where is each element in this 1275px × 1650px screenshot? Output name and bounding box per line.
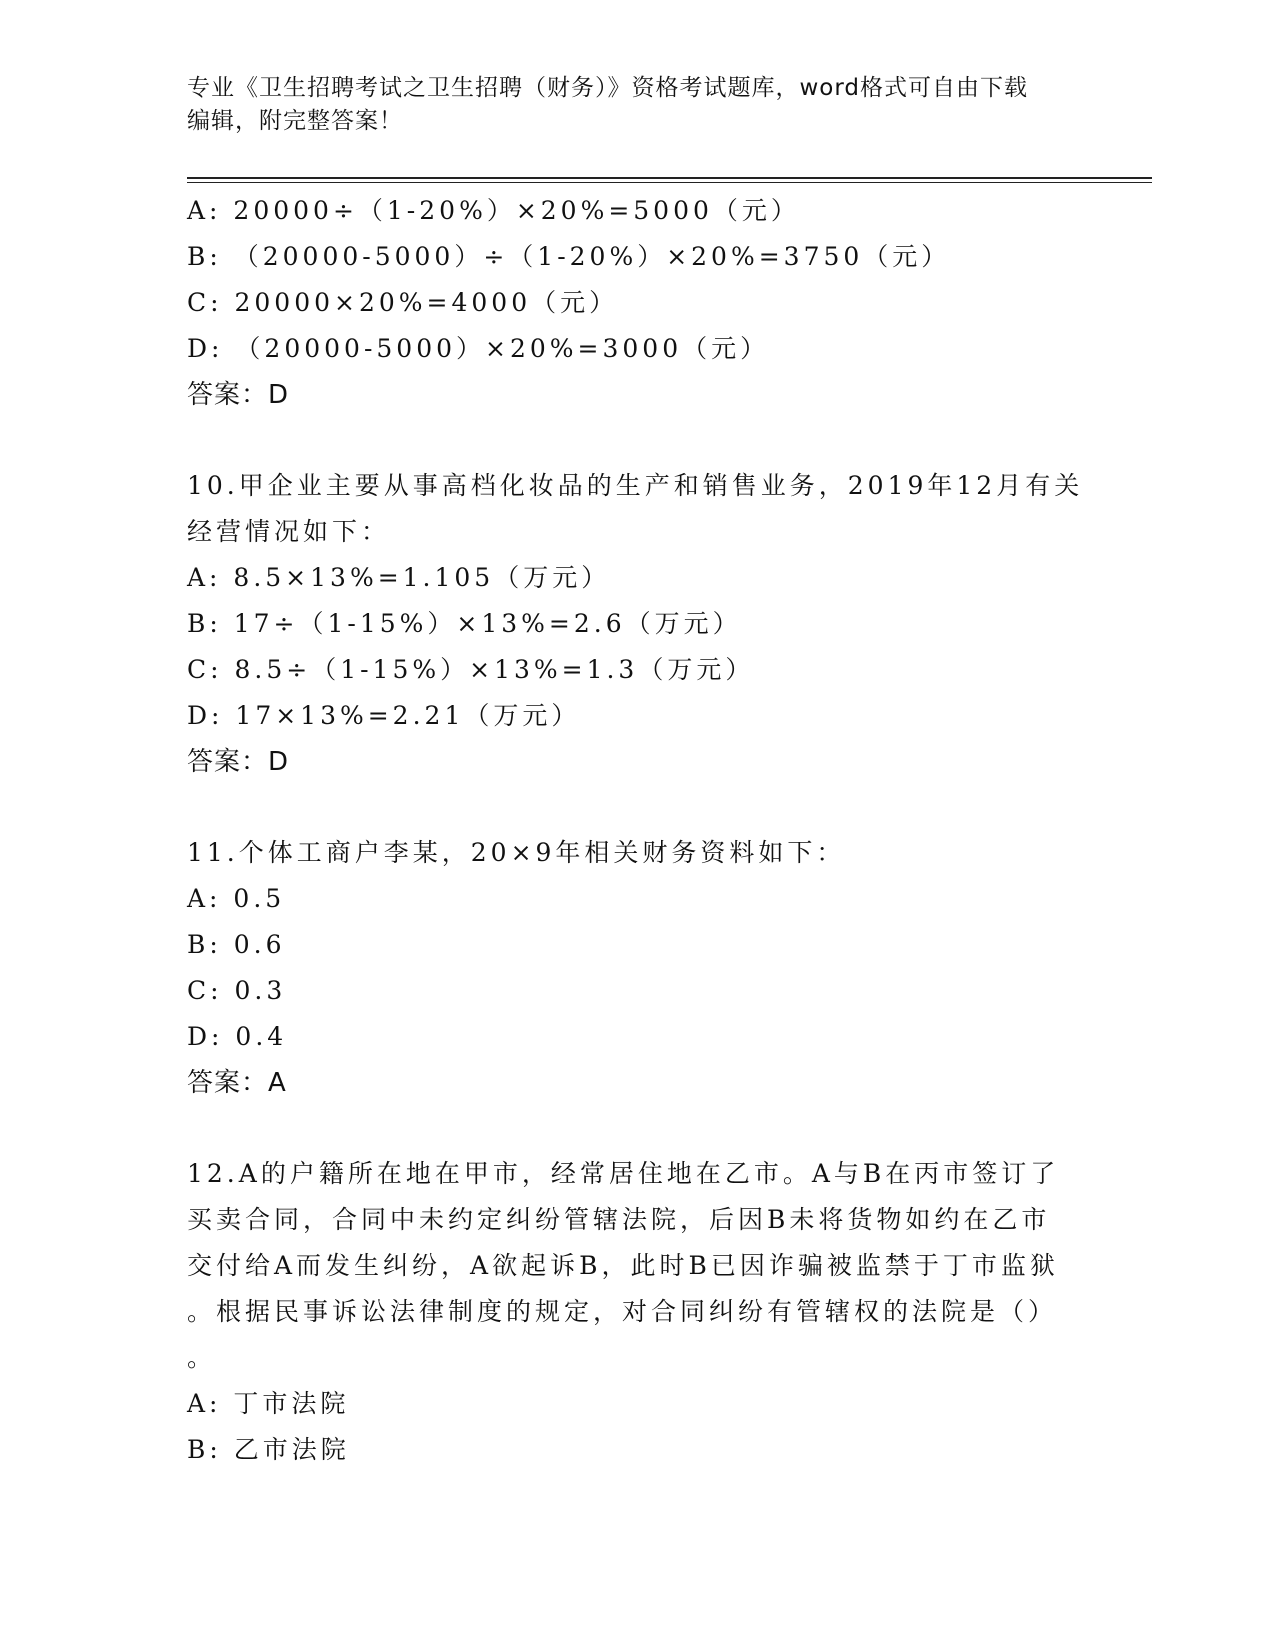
option-c: C: 8.5÷（1-15%）×13%=1.3（万元）	[187, 655, 755, 684]
question-text-line: 。根据民事诉讼法律制度的规定，对合同纠纷有管辖权的法院是（）	[187, 1297, 1058, 1326]
document-body	[187, 188, 1087, 1473]
question-text-line: 交付给A而发生纠纷，A欲起诉B，此时B已因诈骗被监禁于丁市监狱	[187, 1251, 1059, 1280]
question-text-line: 12.A的户籍所在地在甲市，经常居住地在乙市。A与B在丙市签订了	[187, 1159, 1060, 1188]
question-12	[187, 1151, 1087, 1473]
option-a: A: 8.5×13%=1.105（万元）	[187, 563, 611, 592]
option-c: C: 20000×20%=4000（元）	[187, 288, 619, 317]
option-d: D: 17×13%=2.21（万元）	[187, 701, 581, 730]
answer-line: 答案：D	[187, 747, 290, 777]
question-text-line: 买卖合同，合同中未约定纠纷管辖法院，后因B未将货物如约在乙市	[187, 1205, 1051, 1234]
option-a: A: 0.5	[187, 884, 286, 913]
header-line-1: 专业《卫生招聘考试之卫生招聘（财务）》资格考试题库，word格式可自由下载	[187, 75, 1029, 101]
page-header	[187, 72, 1087, 138]
option-a: A: 20000÷（1-20%）×20%=5000（元）	[187, 196, 800, 225]
answer-line: 答案：D	[187, 380, 290, 410]
question-text-line: 11.个体工商户李某，20×9年相关财务资料如下：	[187, 838, 846, 867]
question-text-line: 10.甲企业主要从事高档化妆品的生产和销售业务，2019年12月有关	[187, 471, 1084, 500]
question-text-line: 。	[187, 1343, 217, 1372]
option-d: D: 0.4	[187, 1022, 288, 1051]
option-a: A: 丁市法院	[187, 1389, 350, 1418]
question-10	[187, 463, 1087, 785]
option-c: C: 0.3	[187, 976, 287, 1005]
header-divider	[187, 177, 1152, 183]
option-d: D: （20000-5000）×20%=3000（元）	[187, 334, 770, 363]
question-9-options	[187, 188, 1087, 418]
answer-line: 答案：A	[187, 1068, 287, 1098]
option-b: B: 乙市法院	[187, 1435, 350, 1464]
question-text-line: 经营情况如下：	[187, 517, 391, 546]
option-b: B: 17÷（1-15%）×13%=2.6（万元）	[187, 609, 742, 638]
option-b: B: 0.6	[187, 930, 286, 959]
question-11	[187, 830, 1087, 1106]
option-b: B: （20000-5000）÷（1-20%）×20%=3750（元）	[187, 242, 951, 271]
header-line-2: 编辑，附完整答案！	[187, 108, 403, 134]
